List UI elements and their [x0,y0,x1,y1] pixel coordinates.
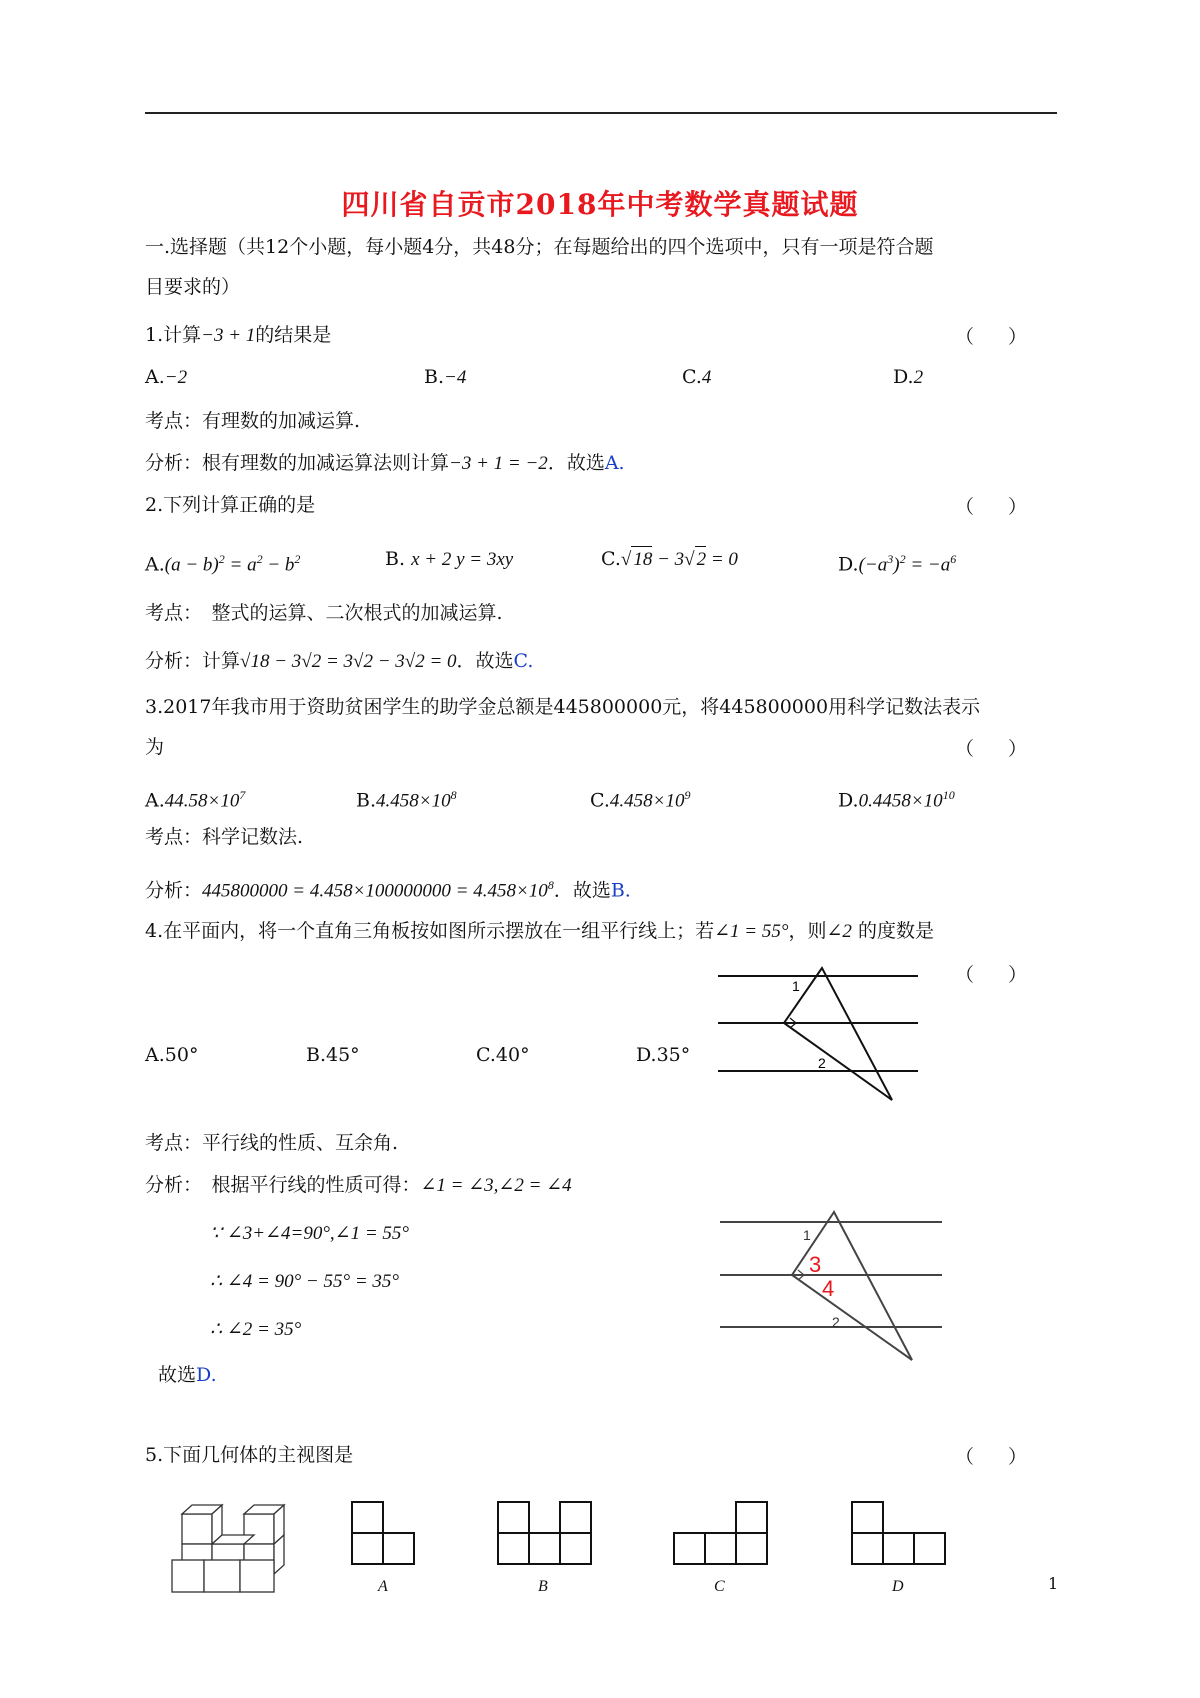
q4-option-d: D.35° [636,1044,691,1066]
page-number: 1 [1048,1574,1059,1593]
q1-analysis-post: ．故选 [547,452,605,474]
q3-analysis-expr: 445800000 = 4.458×100000000 = 4.458×10 [202,880,548,902]
q5-label-a: A [378,1578,388,1595]
q1-a-label: A. [145,366,165,388]
q1-stem-text: 1.计算 [145,324,202,346]
section-heading-line1: 一.选择题（共12个小题，每小题4分，共48分；在每题给出的四个选项中，只有一项是符合题 [145,236,934,258]
q4-answer-paren: （ ） [955,964,1042,986]
q1-b-label: B. [424,366,445,388]
q5-label-b: B [538,1578,548,1595]
q4-stem-mid: ，则 [788,920,827,942]
q2-analysis-text: 分析：计算 [145,650,241,672]
q3-c-label: C. [590,789,610,812]
angle-1-label: 1 [803,1227,811,1243]
q3-a-label: A. [145,789,165,812]
q5-view-a [350,1500,420,1568]
q3-c-value: 4.458×10 [609,790,685,812]
q1-d-value: 2 [913,367,924,388]
q5-label-c: C [714,1578,725,1595]
q4-option-a: A.50° [145,1044,199,1066]
q2-c-rad1: 18 [631,546,652,573]
q4-topic: 考点：平行线的性质、互余角. [145,1132,399,1154]
angle-4-label: 4 [822,1276,835,1301]
q4-step-1 [210,1220,409,1247]
q3-stem-line2: 为 [145,736,165,758]
q2-topic: 考点： 整式的运算、二次根式的加减运算. [145,602,503,624]
q3-answer: B. [610,879,631,902]
q3-a-exp: 7 [239,788,246,802]
q4-analysis-text: 分析： 根据平行线的性质可得： [145,1174,421,1196]
q1-answer: A. [604,452,625,474]
q5-view-d [850,1500,950,1568]
q2-c-rad2: 2 [695,546,707,573]
page-title: 四川省自贡市2018年中考数学真题试题 [341,188,859,221]
q2-d-expr: (−a [858,554,888,576]
q1-option-c [682,364,711,391]
q4-triangle-figure [710,960,930,1104]
q2-d-end: = −a [905,554,951,576]
q1-stem [145,322,331,349]
q1-stem-post: 的结果是 [255,324,332,346]
q4-stem-text: 4.在平面内，将一个直角三角板按如图所示摆放在一组平行线上；若 [145,920,715,942]
q3-d-exp: 10 [942,788,955,802]
q2-a-rest2: − b [262,554,295,576]
q3-b-label: B. [356,789,377,812]
q2-option-a: $A.(a - b)^2 = a^2 - b^2$ [145,552,301,576]
q2-d-rest: ) [893,554,900,576]
q2-b-expr: x + 2 y = 3xy [411,549,514,570]
q3-option-a [145,782,245,814]
q5-label-d: D [892,1578,904,1595]
q3-option-d [838,782,955,814]
q2-analysis-post: ．故选 [456,650,514,672]
q4-stem-expr: ∠1 = 55° [714,921,789,942]
q4-analysis [145,1172,572,1199]
q4-conclusion [158,1362,217,1388]
q4-option-b: B.45° [306,1044,360,1066]
q2-a-expr: (a − b) [164,554,219,576]
angle-1-label: 1 [792,978,800,994]
q4-analysis-expr: ∠1 = ∠3,∠2 = ∠4 [420,1175,572,1196]
q2-stem: 2.下列计算正确的是 [145,494,316,516]
q1-analysis [145,450,625,477]
q2-analysis [145,648,533,675]
q1-analysis-text: 分析：根有理数的加减运算法则计算 [145,452,450,474]
q3-option-c [590,782,690,814]
q1-analysis-expr: −3 + 1 = −2 [449,453,548,474]
q4-step-3 [210,1316,301,1343]
q2-c-mid: − 3√ [652,549,695,570]
q1-c-label: C. [682,366,702,388]
q1-option-d [893,364,923,391]
q2-a-label: A. [145,553,165,576]
q2-answer: C. [513,650,534,672]
q3-d-value: 0.4458×10 [858,790,943,812]
q5-answer-paren: （ ） [955,1446,1042,1468]
q4-step-1-text: ∵ ∠3+∠4=90°,∠1 = 55° [210,1223,410,1244]
q4-step-2-text: ∴ ∠4 = 90° − 55° = 35° [210,1271,400,1292]
q2-a-rest: = a [224,554,257,576]
q4-stem-expr2: ∠2 [826,921,852,942]
q1-option-a [145,364,187,391]
q2-analysis-expr: √18 − 3√2 = 3√2 − 3√2 = 0 [240,651,457,672]
q1-option-b [424,364,466,391]
q1-d-label: D. [893,366,914,388]
q3-analysis-exp: 8 [547,878,554,892]
q3-analysis [145,872,631,904]
q2-c-post: = 0 [706,549,738,570]
q4-step-2 [210,1268,399,1295]
q2-d-label: D. [838,553,859,576]
q4-step-3-text: ∴ ∠2 = 35° [210,1319,302,1340]
q3-analysis-text: 分析： [145,879,203,902]
q5-stem: 5.下面几何体的主视图是 [145,1444,354,1466]
q5-solid-figure [168,1500,304,1600]
q1-c-value: 4 [701,367,712,388]
q4-conclusion-text: 故选 [158,1364,197,1386]
q3-answer-paren: （ ） [955,738,1042,760]
q1-topic: 考点：有理数的加减运算. [145,410,361,432]
q2-b-label: B. [385,548,406,570]
q3-b-exp: 8 [450,788,457,802]
q4-stem [145,918,934,945]
q3-topic: 考点：科学记数法. [145,826,304,848]
q4-analysis-figure [712,1206,948,1366]
q3-analysis-post: ．故选 [553,879,611,902]
q4-answer: D. [196,1364,217,1386]
q2-c-root: √ [620,549,632,570]
angle-2-label: 2 [818,1055,826,1071]
q2-option-b [385,546,513,573]
q1-answer-paren: （ ） [955,326,1042,348]
q5-view-b [496,1500,596,1568]
q3-a-value: 44.58×10 [164,790,240,812]
q2-option-c [601,546,738,573]
q3-option-b [356,782,457,814]
angle-2-label: 2 [832,1314,840,1330]
q2-answer-paren: （ ） [955,496,1042,518]
q1-b-value: −4 [444,367,467,388]
right-triangle [784,968,892,1100]
section-heading-line2: 目要求的） [145,276,241,298]
q3-b-value: 4.458×10 [376,790,451,812]
q4-stem-post: 的度数是 [851,920,934,942]
q1-stem-expr: −3 + 1 [201,325,256,346]
q3-d-label: D. [838,789,859,812]
q4-option-c: C.40° [476,1044,530,1066]
q2-c-label: C. [601,548,621,570]
q2-option-d: $D.(-a^3)^2 = -a^6$ [838,552,957,576]
q5-view-c [672,1500,772,1568]
q1-a-value: −2 [164,367,188,388]
header-rule [145,112,1057,114]
q3-stem-line1: 3.2017年我市用于资助贫困学生的助学金总额是445800000元，将445800000用科学记数法表示 [145,696,981,718]
q3-c-exp: 9 [684,788,691,802]
angle-3-label: 3 [809,1252,822,1277]
